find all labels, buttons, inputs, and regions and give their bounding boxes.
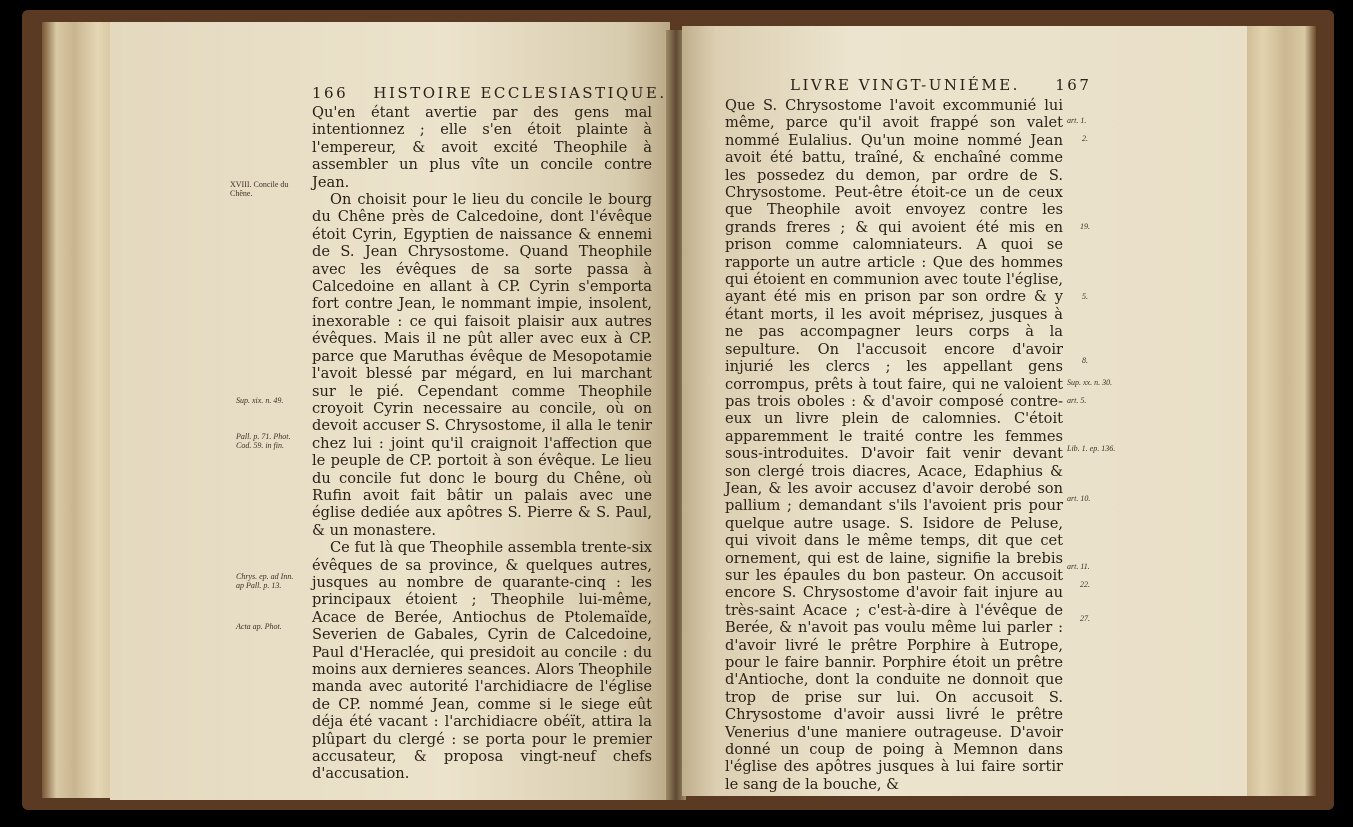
right-margin-note: art. 11. (1067, 562, 1090, 571)
left-paragraph: Ce fut là que Theophile assembla trente-six évêques de sa province, & quelques autres, jusques au nombre de quarante-cinq : les principaux étoient ; Theophile lui-même, Acace de Berée, Antiochus de Ptolemaïde, Severien de Gabales, Cyrin de Calcedoine, Paul d'Heraclée, qui presidoit au concile : du moins aux dernieres seances. Alors Theophile manda avec autorité l'archidiacre de l'église de CP. nommé Jean, comme si le siege eût déja été vacant : l'archidiacre obéït, attira la plûpart du clergé : se porta pour le premier accusateur, & proposa vingt-neuf chefs d'accusation. (312, 539, 652, 783)
right-margin-note: Lib. 1. ep. 136. (1067, 444, 1116, 453)
right-margin-note: 8. (1082, 356, 1088, 365)
left-margin-note: Sup. xix. n. 49. (236, 396, 284, 405)
right-margin-note: 22. (1080, 580, 1090, 589)
right-paragraph: Que S. Chrysostome l'avoit excommunié lui même, parce qu'il avoit frappé son valet nommé Eulalius. Qu'un moine nommé Jean avoit été battu, traîné, & enchaîné comme les possedez du demon, par ordre de S. Chrysostome. Peut-être étoit-ce un de ceux que Theophile avoit envoyez contre les grands freres ; & qui avoient été mis en prison comme calomniateurs. A quoi se rapporte un autre article : Que des hommes qui étoient en communion avec toute l'église, ayant été mis en prison par son ordre & y étant morts, il les avoit méprisez, jusques à ne pas accompagner leurs corps à la sepulture. On l'accusoit encore d'avoir injurié les clercs ; les appellant gens corrompus, prêts à tout faire, qui ne valoient pas trois oboles : & d'avoir composé contre-eux un livre plein de calomnies. C'étoit apparemment le traité contre les femmes sous-introduites. D'avoir fait venir devant son clergé trois diacres, Acace, Edaphius & Jean, & les avoir accusez d'avoir derobé son pallium ; demandant s'ils l'avoient pris pour quelque autre usage. S. Isidore de Peluse, qui vivoit dans le même temps, dit que cet ornement, qui est de laine, signifie la brebis sur les épaules du bon pasteur. On accusoit encore S. Chrysostome d'avoir fait injure au très-saint Acace ; c'est-à-dire à l'évêque de Berée, & n'avoit pas voulu même lui parler : d'avoir livré le prêtre Porphire à Eutrope, pour le faire bannir. Porphire étoit un prêtre d'Antioche, dont la conduite ne donnoit que trop de prise sur lui. On accusoit S. Chrysostome d'avoir aussi livré le prêtre Venerius d'une maniere outrageuse. D'avoir donné un coup de poing à Memnon dans l'église des apôtres jusques à lui faire sortir le sang de la bouche, & (725, 97, 1063, 793)
right-margin-note: art. 5. (1067, 396, 1087, 405)
right-margin-note: 5. (1082, 292, 1088, 301)
left-running-title: HISTOIRE ECCLESIASTIQUE. (373, 84, 667, 102)
right-page-header (790, 76, 1091, 94)
right-page-number: 167 (1055, 76, 1092, 94)
left-paragraph: Qu'en étant avertie par des gens mal intentionnez ; elle s'en étoit plainte à l'empereur, & avoit excité Theophile à assembler un plus vîte un concile contre Jean. (312, 104, 652, 191)
left-page-header (312, 84, 667, 102)
left-margin-note: Acta ap. Phot. (236, 622, 282, 631)
right-margin-note: Sup. xx. n. 30. (1067, 378, 1113, 387)
left-margin-note: Pall. p. 71. Phot. Cod. 59. in fin. (236, 432, 291, 450)
left-paragraph: On choisit pour le lieu du concile le bourg du Chêne près de Calcedoine, dont l'évêque étoit Cyrin, Egyptien de naissance & ennemi de S. Jean Chrysostome. Quand Theophile avec les évêques de sa sorte passa à Calcedoine en allant à CP. Cyrin s'emporta fort contre Jean, le nommant impie, insolent, inexorable : ce qui faisoit plaisir aux autres évêques. Mais il ne pût aller avec eux à CP. parce que Maruthas évêque de Mesopotamie l'avoit blessé par mégard, en lui marchant sur le pié. Cependant comme Theophile croyoit Cyrin necessaire au concile, où on devoit accuser S. Chrysostome, il alla le tenir chez lui : joint qu'il craignoit l'affection que le peuple de CP. portoit à son évêque. Le lieu du concile fut donc le bourg du Chêne, où Rufin avoit fait bâtir un palais avec une église dediée aux apôtres S. Pierre & S. Paul, & un monastere. (312, 191, 652, 539)
right-margin-note: art. 1. (1067, 116, 1087, 125)
right-margin-note: 27. (1080, 614, 1090, 623)
right-margin-note: 2. (1082, 134, 1088, 143)
left-page-number: 166 (312, 84, 349, 102)
right-running-title: LIVRE VINGT-UNIÉME. (790, 76, 1020, 94)
right-margin-note: 19. (1080, 222, 1090, 231)
left-margin-note: Chrys. ep. ad Inn. ap Pall. p. 13. (236, 572, 294, 590)
left-margin-note: XVIII. Concile du Chêne. (230, 180, 289, 198)
right-margin-note: art. 10. (1067, 494, 1091, 503)
left-page-body (312, 104, 652, 783)
right-page-edges (1240, 26, 1316, 796)
right-page-body (725, 97, 1063, 793)
